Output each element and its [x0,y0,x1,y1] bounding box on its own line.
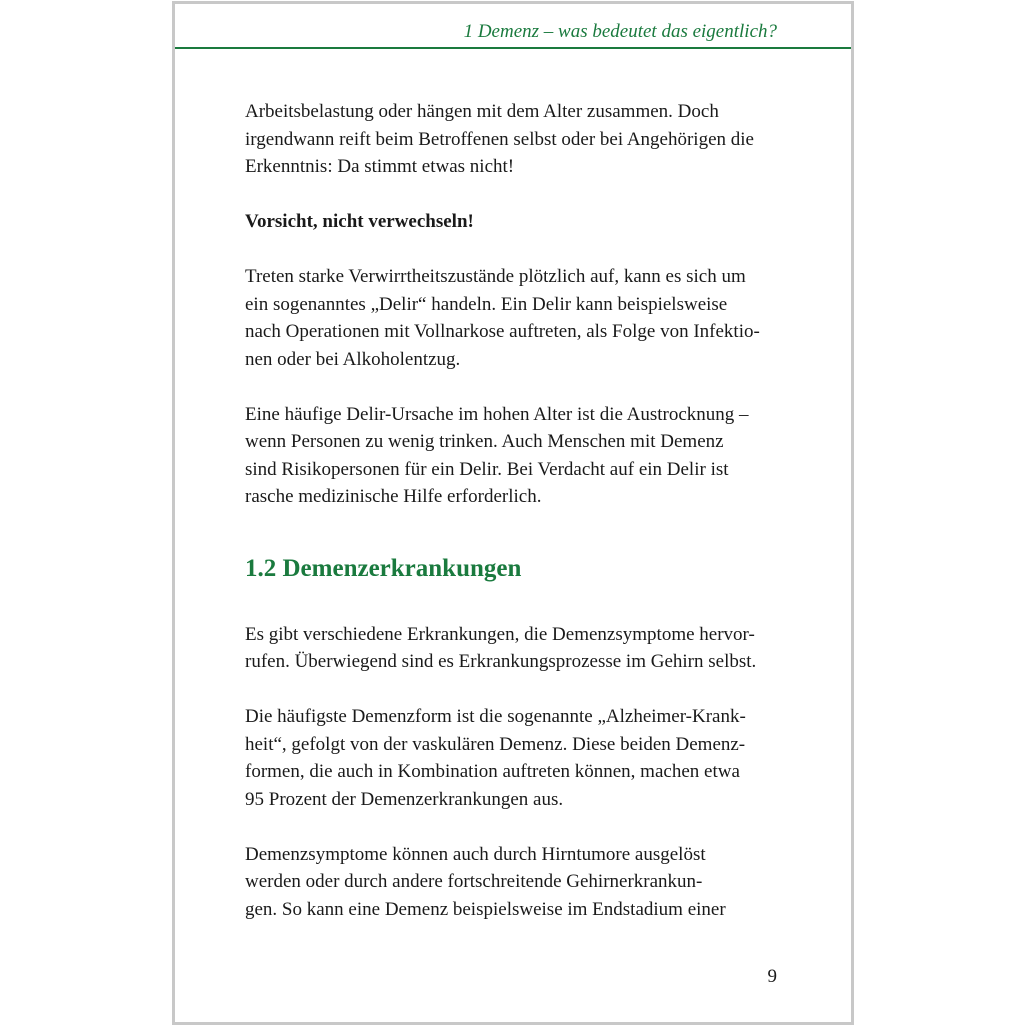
text-line: irgendwann reift beim Betroffenen selbst oder bei Angehörigen die [245,128,754,150]
paragraph-1 [245,98,805,181]
paragraph-2 [245,263,805,373]
paragraph-6 [245,841,805,924]
callout-heading: Vorsicht, nicht verwechseln! [245,211,474,232]
running-header-title: 1 Demenz – was bedeutet das eigentlich? [463,21,777,42]
book-page [172,1,854,1025]
text-line: Erkenntnis: Da stimmt etwas nicht! [245,156,515,177]
text-line: ein sogenanntes „Delir“ handeln. Ein Delir kann beispielsweise [245,293,728,315]
text-line: wenn Personen zu wenig trinken. Auch Menschen mit Demenz [245,431,724,452]
text-line: formen, die auch in Kombination auftreten können, machen etwa [245,761,740,782]
text-line: sind Risikopersonen für ein Delir. Bei Verdacht auf ein Delir ist [245,458,729,480]
section-heading: 1.2 Demenzerkrankungen [245,554,522,582]
header-rule [175,47,851,49]
text-line: Es gibt verschiedene Erkrankungen, die Demenzsymptome hervor- [245,623,755,645]
text-line: gen. So kann eine Demenz beispielsweise im Endstadium einer [245,898,726,920]
text-line: 95 Prozent der Demenzerkrankungen aus. [245,788,564,810]
text-line: rasche medizinische Hilfe erforderlich. [245,486,542,507]
paragraph-3 [245,401,805,511]
text-line: Treten starke Verwirrtheitszustände plötzlich auf, kann es sich um [245,266,746,287]
text-line: nach Operationen mit Vollnarkose auftreten, als Folge von Infektio- [245,321,760,342]
text-line: nen oder bei Alkoholentzug. [245,348,461,370]
paragraph-4 [245,621,805,676]
text-line: rufen. Überwiegend sind es Erkrankungsprozesse im Gehirn selbst. [245,651,757,672]
paragraph-5 [245,703,805,813]
text-line: Arbeitsbelastung oder hängen mit dem Alter zusammen. Doch [245,101,719,122]
text-line: Die häufigste Demenzform ist die sogenannte „Alzheimer-Krank- [245,706,746,727]
text-line: heit“, gefolgt von der vaskulären Demenz. Diese beiden Demenz- [245,733,746,755]
text-line: Eine häufige Delir-Ursache im hohen Alter ist die Austrocknung – [245,403,749,425]
page-number: 9 [767,966,777,987]
text-line: Demenzsymptome können auch durch Hirntumore ausgelöst [245,843,706,865]
page-body [245,98,805,951]
text-line: werden oder durch andere fortschreitende Gehirnerkrankun- [245,871,703,892]
